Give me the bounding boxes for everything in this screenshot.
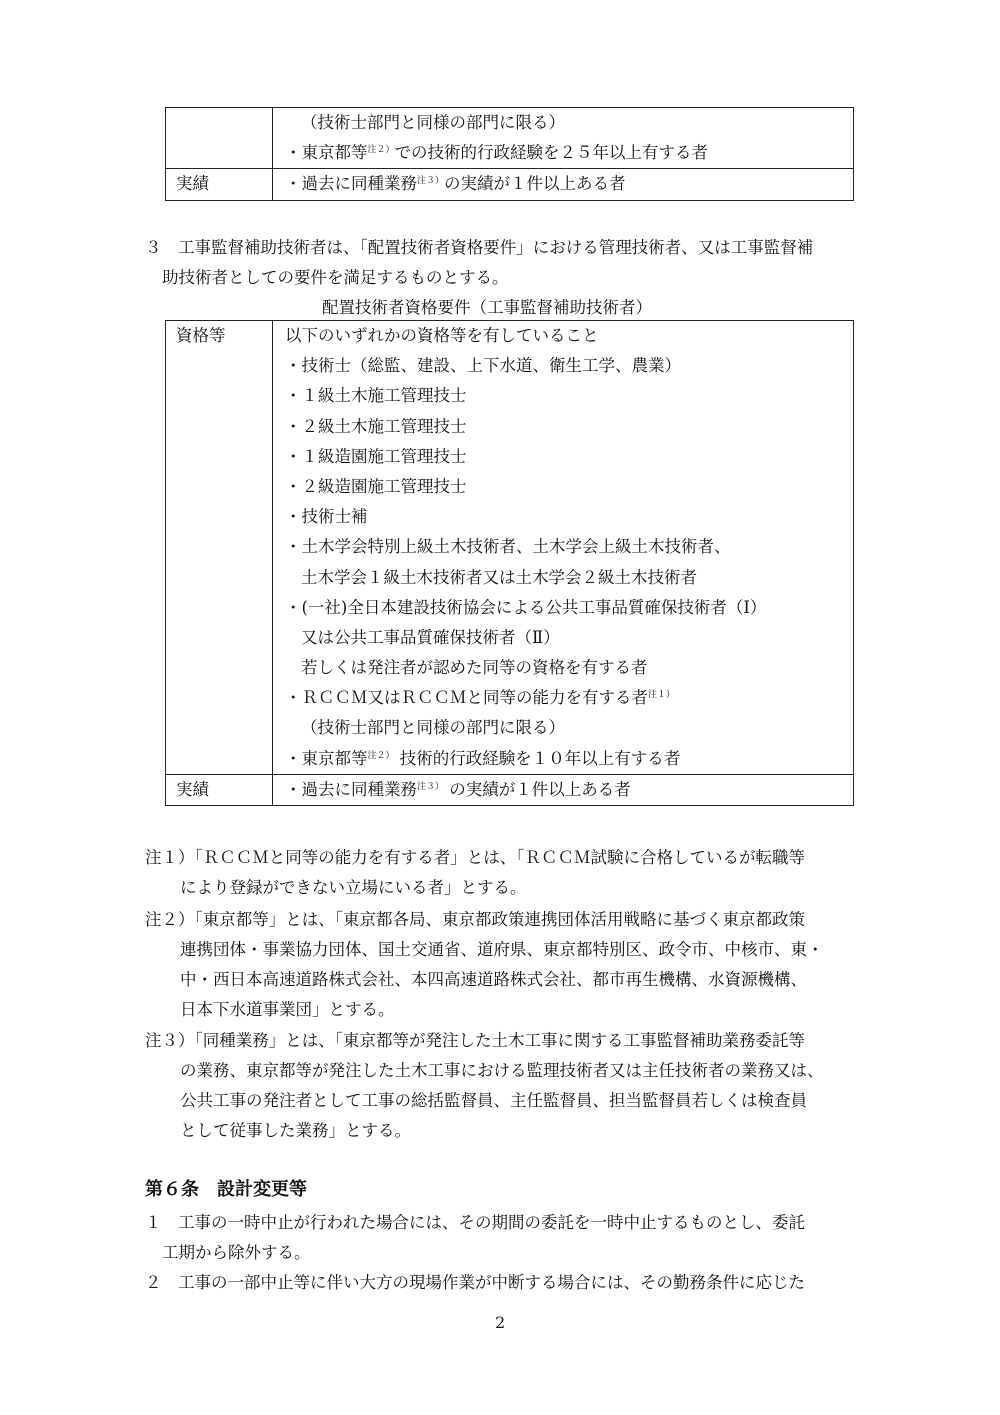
table-label-cell: 実績 bbox=[166, 169, 273, 200]
table-row bbox=[166, 321, 854, 775]
page-number: 2 bbox=[495, 1313, 506, 1332]
table-caption: 配置技術者資格要件（工事監督補助技術者） bbox=[322, 298, 652, 317]
note-2-line-2: 連携団体・事業協力団体、国土交通省、道府県、東京都特別区、政令市、中核市、東・ bbox=[180, 940, 824, 959]
article-6-item-1-line-2: 工期から除外する。 bbox=[162, 1243, 311, 1262]
table-line: ・東京都等$^{注2)}$での技術的行政経験を２５年以上有する者 bbox=[285, 143, 709, 163]
table-line: ・ＲＣＣＭ又はＲＣＣＭと同等の能力を有する者$^{注1)}$ bbox=[285, 688, 676, 708]
table-row bbox=[166, 108, 854, 169]
requirements-table bbox=[165, 320, 854, 806]
table-line: ・２級造園施工管理技士 bbox=[285, 476, 467, 496]
table-line: ・(一社)全日本建設技術協会による公共工事品質確保技術者（Ⅰ） bbox=[285, 597, 767, 617]
table-line: ・東京都等$^{注2)}$ 技術的行政経験を１０年以上有する者 bbox=[285, 748, 681, 768]
table-label-cell bbox=[166, 108, 273, 169]
table-line: 土木学会１級土木技術者又は土木学会２級土木技術者 bbox=[301, 567, 697, 587]
table-line: （技術士部門と同様の部門に限る） bbox=[301, 718, 565, 738]
table-row bbox=[166, 169, 854, 200]
note-2-line-4: 日本下水道事業団」とする。 bbox=[180, 1000, 395, 1019]
section-heading: 第６条 設計変更等 bbox=[145, 1179, 307, 1200]
table-line: ・１級造園施工管理技士 bbox=[285, 446, 467, 466]
article-6-item-2-line-1: ２ 工事の一部中止等に伴い大方の現場作業が中断する場合には、その勤務条件に応じた bbox=[145, 1273, 805, 1292]
note-2-line-1: 注２）「東京都等」とは、「東京都各局、東京都政策連携団体活用戦略に基づく東京都政策 bbox=[145, 910, 805, 929]
note-3-line-1: 注３）「同種業務」とは、「東京都等が発注した土木工事に関する工事監督補助業務委託等 bbox=[145, 1031, 805, 1050]
paragraph-3-line-1: ３ 工事監督補助技術者は、「配置技術者資格要件」における管理技術者、又は工事監督補 bbox=[145, 238, 814, 257]
table-label-cell: 実績 bbox=[166, 774, 273, 805]
note-1-line-1: 注１）「ＲＣＣＭと同等の能力を有する者」とは、「ＲＣＣＭ試験に合格しているが転職等 bbox=[145, 848, 805, 867]
table-body-cell bbox=[273, 321, 854, 775]
table-line: ・過去に同種業務$^{注3)}$ の実績が１件以上ある者 bbox=[285, 779, 631, 799]
table-line: ・１級土木施工管理技士 bbox=[285, 386, 467, 406]
table-line: ・２級土木施工管理技士 bbox=[285, 416, 467, 436]
table-line: 若しくは発注者が認めた同等の資格を有する者 bbox=[301, 658, 648, 678]
note-3-line-2: の業務、東京都等が発注した土木工事における監理技術者又は主任技術者の業務又は、 bbox=[180, 1061, 824, 1080]
table-line: 以下のいずれかの資格等を有していること bbox=[285, 326, 599, 345]
table-body-cell bbox=[273, 108, 854, 169]
table-line: 又は公共工事品質確保技術者（Ⅱ） bbox=[301, 627, 560, 647]
table-line: （技術士部門と同様の部門に限る） bbox=[301, 113, 565, 132]
note-3-line-4: として従事した業務」とする。 bbox=[180, 1121, 411, 1140]
article-6-item-1-line-1: １ 工事の一時中止が行われた場合には、その期間の委託を一時中止するものとし、委託 bbox=[145, 1213, 805, 1232]
note-1-line-2: により登録ができない立場にいる者」とする。 bbox=[180, 878, 527, 897]
paragraph-3-line-2: 助技術者としての要件を満足するものとする。 bbox=[162, 268, 509, 287]
table-line: ・土木学会特別上級土木技術者、土木学会上級土木技術者、 bbox=[285, 537, 731, 557]
table-body-cell bbox=[273, 169, 854, 200]
table-body-cell bbox=[273, 774, 854, 805]
table-line: ・過去に同種業務$^{注3)}$の実績が１件以上ある者 bbox=[285, 174, 626, 194]
note-3-line-3: 公共工事の発注者として工事の総括監督員、主任監督員、担当監督員若しくは検査員 bbox=[180, 1091, 807, 1110]
table-row bbox=[166, 774, 854, 805]
table-line: ・技術士補 bbox=[285, 507, 368, 527]
table-line: ・技術士（総監、建設、上下水道、衛生工学、農業） bbox=[285, 356, 681, 376]
note-2-line-3: 中・西日本高速道路株式会社、本四高速道路株式会社、都市再生機構、水資源機構、 bbox=[180, 970, 807, 989]
requirements-table-continued bbox=[165, 107, 854, 201]
table-label-cell: 資格等 bbox=[166, 321, 273, 775]
